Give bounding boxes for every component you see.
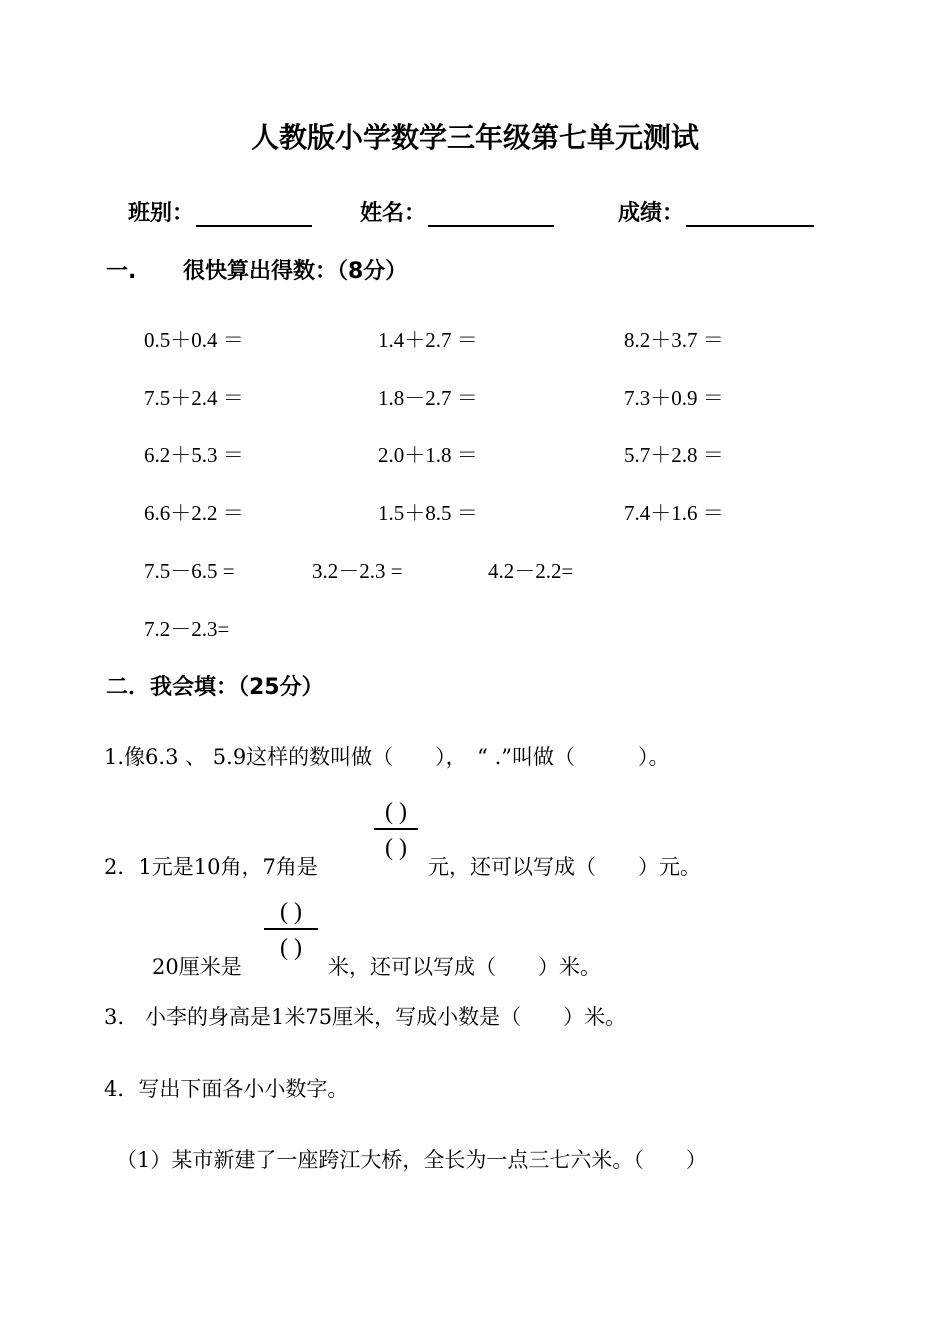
page-title: 人教版小学数学三年级第七单元测试 [250,121,699,154]
equation: 0.5＋0.4 ＝ [144,328,244,352]
equation: 1.8－2.7 ＝ [378,386,478,410]
question-4-1: （1）某市新建了一座跨江大桥，全长为一点三七六米。（ ） [116,1148,707,1172]
denominator-paren: ( ) [280,935,302,961]
equation: 7.5－6.5 = [144,559,235,583]
question-1: 1.像6.3 、 5.9这样的数叫做（ ）， “ .”叫做（ ）。 [104,745,670,769]
numerator-paren: ( ) [385,799,407,825]
section1-number: 一. [106,259,137,284]
question-2c: 20厘米是 [152,955,242,979]
name-blank[interactable] [428,203,554,227]
equation: 5.7＋2.8 ＝ [624,443,724,467]
equation: 1.4＋2.7 ＝ [378,328,478,352]
score-blank[interactable] [686,203,814,227]
score-field [618,196,814,227]
name-field [360,196,554,227]
score-label: 成绩： [618,201,685,226]
equation: 2.0＋1.8 ＝ [378,443,478,467]
class-blank[interactable] [196,203,312,227]
question-2a: 2．1元是10角，7角是 [104,855,318,879]
equation: 7.5＋2.4 ＝ [144,386,244,410]
fraction-blank[interactable] [374,800,418,860]
fraction-bar [264,928,318,930]
name-label: 姓名： [360,201,427,226]
class-field [128,196,312,227]
section2-heading: 二．我会填：（25分） [106,675,324,700]
equation: 3.2－2.3 = [312,559,403,583]
equation: 7.3＋0.9 ＝ [624,386,724,410]
denominator-paren: ( ) [385,835,407,861]
fraction-blank[interactable] [264,900,318,960]
equation: 7.2－2.3= [144,617,230,641]
equation: 7.4＋1.6 ＝ [624,501,724,525]
equation: 6.6＋2.2 ＝ [144,501,244,525]
question-4: 4．写出下面各小小数字。 [104,1077,349,1101]
equation: 8.2＋3.7 ＝ [624,328,724,352]
question-2d: 米，还可以写成（ ）米。 [328,955,601,979]
class-label: 班别： [128,201,195,226]
equation: 4.2－2.2= [488,559,574,583]
equation: 1.5＋8.5 ＝ [378,501,478,525]
question-2b: 元，还可以写成（ ）元。 [428,855,701,879]
numerator-paren: ( ) [280,899,302,925]
question-3: 3. 小李的身高是1米75厘米，写成小数是（ ）米。 [104,1005,627,1029]
equation: 6.2＋5.3 ＝ [144,443,244,467]
fraction-bar [374,828,418,830]
section1-heading: 很快算出得数：（8分） [183,259,408,284]
